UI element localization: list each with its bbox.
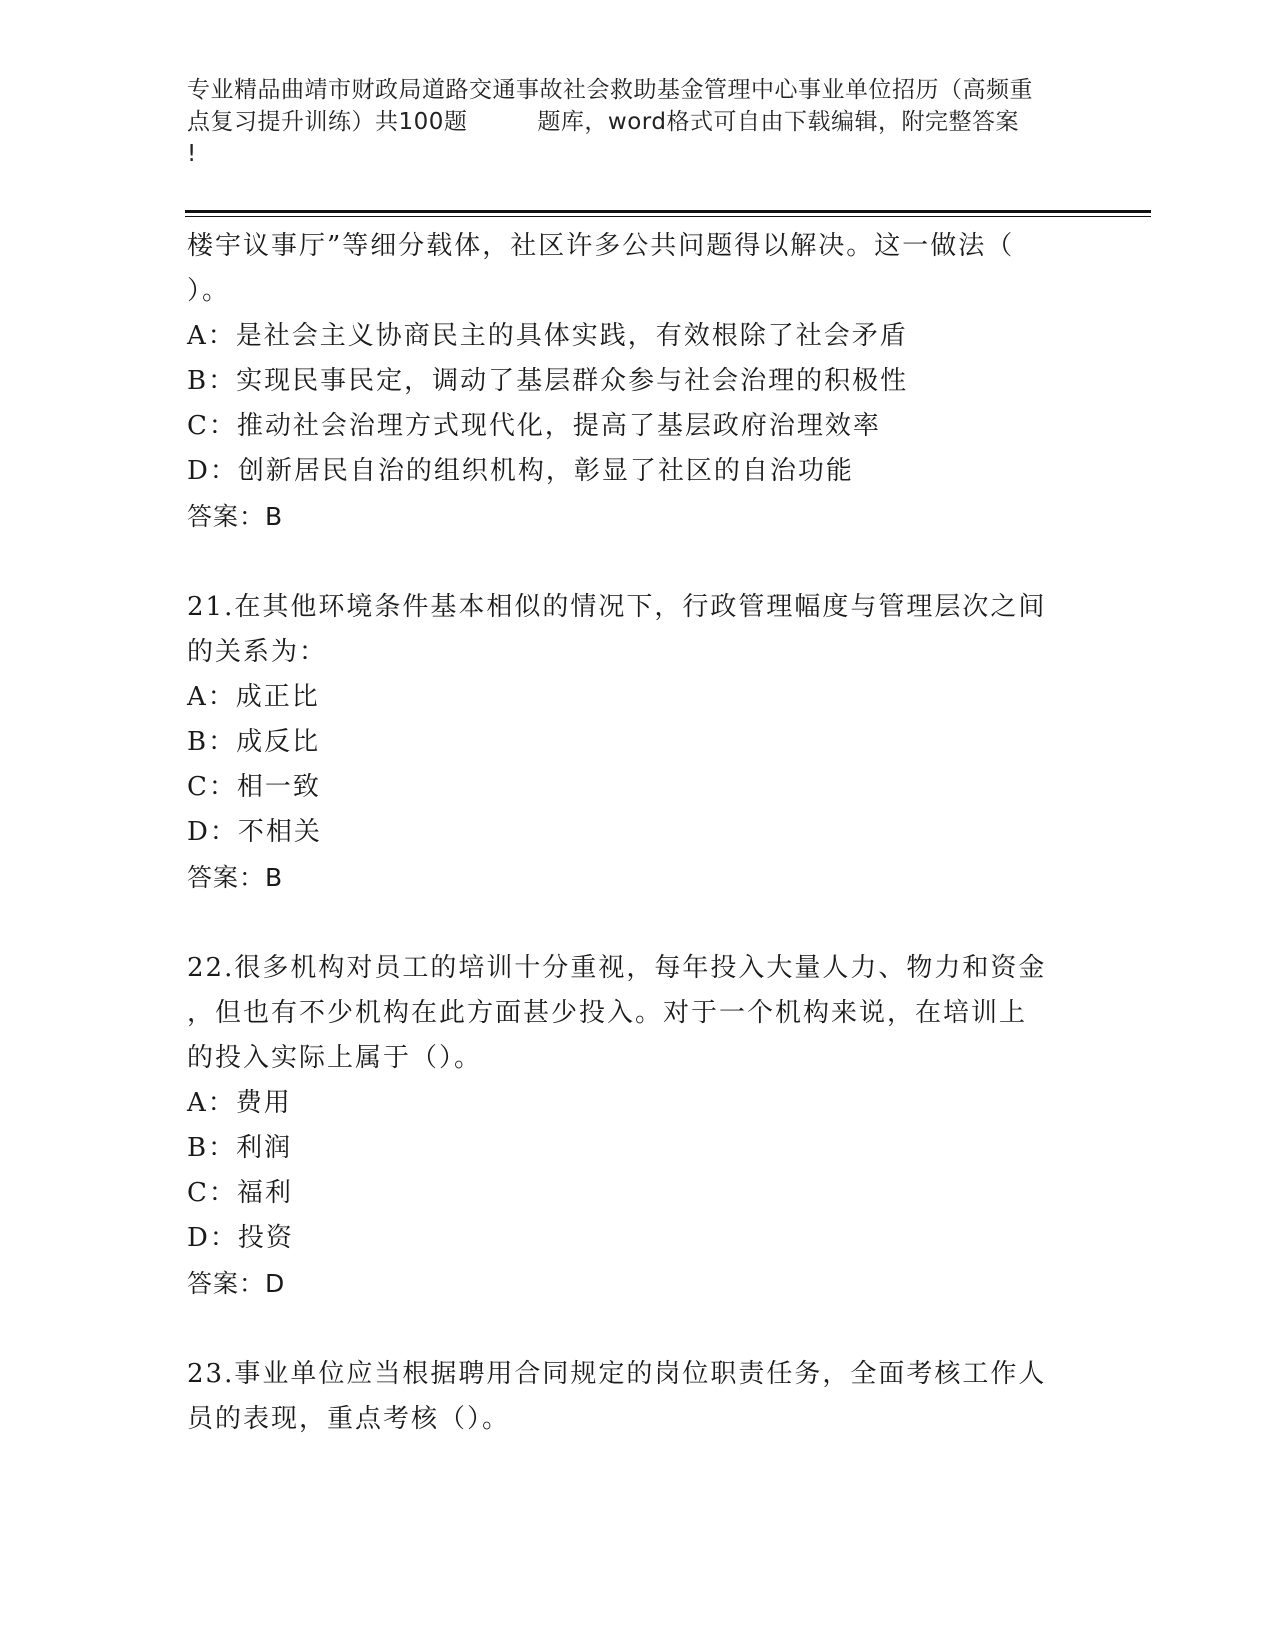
answer-line: 答案：D: [187, 1269, 286, 1298]
option-d: D：投资: [187, 1223, 294, 1253]
question-stem-line: 的关系为：: [187, 637, 328, 667]
option-b: B：实现民事民定，调动了基层群众参与社会治理的积极性: [187, 366, 909, 396]
header-line-3: !: [187, 141, 197, 167]
question-stem-line: 的投入实际上属于（）。: [187, 1043, 483, 1073]
question-stem-line: 楼宇议事厅”等细分载体，社区许多公共问题得以解决。这一做法（: [187, 231, 1015, 261]
answer-line: 答案：B: [187, 502, 284, 531]
header-line-1: 专业精品曲靖市财政局道路交通事故社会救助基金管理中心事业单位招历（高频重: [187, 77, 1033, 103]
question-spacer: [187, 539, 1087, 585]
option-b: B：利润: [187, 1133, 293, 1163]
answer-line: 答案：B: [187, 863, 284, 892]
question-spacer: [187, 900, 1087, 946]
question-23: [187, 1352, 1087, 1442]
option-d: D：不相关: [187, 817, 322, 847]
option-c: C：推动社会治理方式现代化，提高了基层政府治理效率: [187, 411, 881, 441]
question-stem-line: 22.很多机构对员工的培训十分重视，每年投入大量人力、物力和资金: [187, 953, 1047, 983]
option-c: C：相一致: [187, 772, 321, 802]
header-divider-thick: [185, 210, 1151, 213]
option-a: A：是社会主义协商民主的具体实践，有效根除了社会矛盾: [187, 321, 908, 351]
option-d: D：创新居民自治的组织机构，彰显了社区的自治功能: [187, 456, 854, 486]
header-line-2b: 题库，word格式可自由下载编辑，附完整答案: [537, 109, 1019, 135]
question-stem-line: 23.事业单位应当根据聘用合同规定的岗位职责任务，全面考核工作人: [187, 1359, 1047, 1389]
question-stem-line: 21.在其他环境条件基本相似的情况下，行政管理幅度与管理层次之间: [187, 592, 1047, 622]
header-line-2: [187, 106, 1087, 138]
document-header: [187, 74, 1087, 170]
question-stem-line: ）。: [187, 276, 231, 306]
question-22: [187, 946, 1087, 1306]
question-stem-line: ，但也有不少机构在此方面甚少投入。对于一个机构来说，在培训上: [187, 998, 1028, 1028]
question-stem-line: 员的表现，重点考核（）。: [187, 1404, 511, 1434]
question-spacer: [187, 1306, 1087, 1352]
option-c: C：福利: [187, 1178, 293, 1208]
header-line-2a: 点复习提升训练）共100题: [187, 109, 468, 135]
header-divider-thin: [185, 216, 1151, 217]
question-prev: [187, 224, 1087, 539]
option-a: A：成正比: [187, 682, 320, 712]
question-21: [187, 585, 1087, 900]
document-body: [187, 224, 1087, 1442]
option-b: B：成反比: [187, 727, 321, 757]
option-a: A：费用: [187, 1088, 292, 1118]
